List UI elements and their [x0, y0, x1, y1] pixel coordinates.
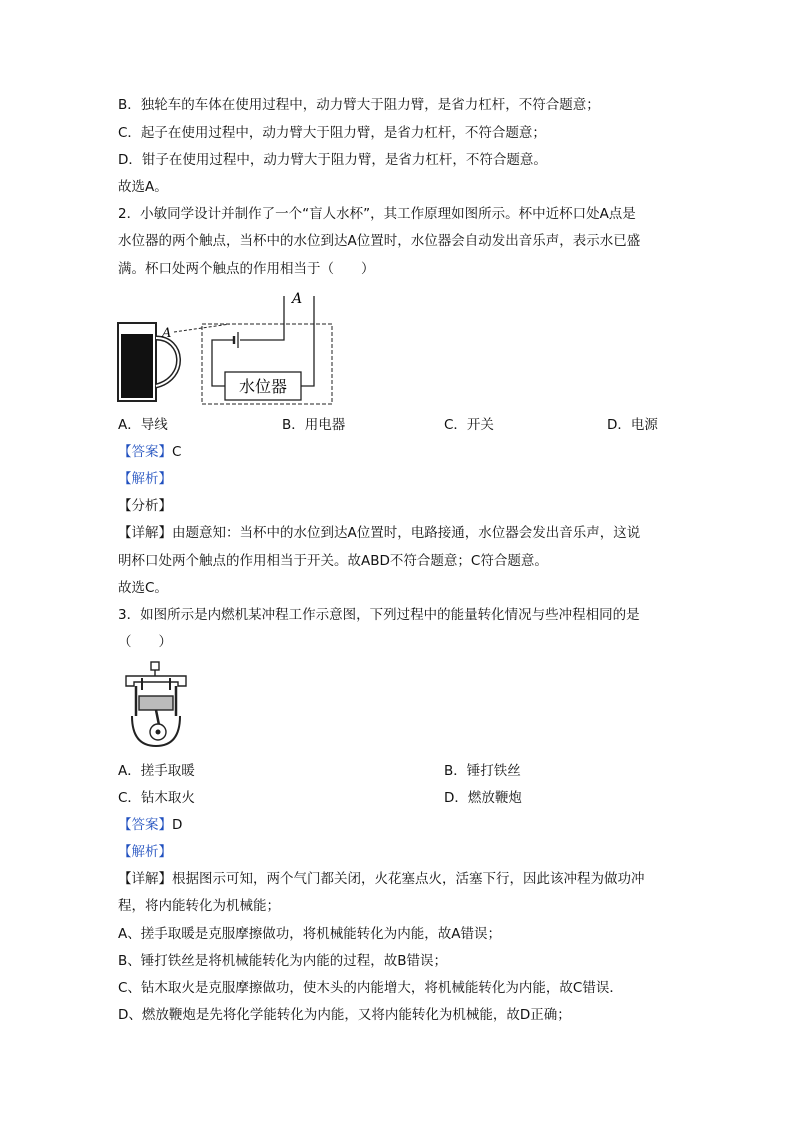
prev-conclusion: 故选A。 [118, 179, 168, 195]
detail-tag: 【详解】 [118, 871, 172, 887]
q3-option-d: D．燃放鞭炮 [444, 790, 522, 806]
answer-tag: 【答案】 [118, 444, 172, 460]
q2-option-c: C．开关 [444, 417, 494, 433]
cylinder-head [126, 676, 186, 686]
q3-answer [118, 816, 182, 834]
q2-conclusion: 故选C。 [118, 580, 168, 596]
cup-point-label: A [162, 326, 172, 341]
detail-tag: 【详解】 [118, 525, 172, 541]
q3-explain-b: B、锤打铁丝是将机械能转化为内能的过程，故B错误； [118, 953, 448, 969]
cup-water [121, 334, 153, 398]
q3-explain-c: C、钻木取火是克服摩擦做功，使木头的内能增大，将机械能转化为内能，故C错误． [118, 980, 623, 996]
q3-engine-figure [118, 660, 194, 750]
q3-stem-line-1: 3．如图所示是内燃机某冲程工作示意图，下列过程中的能量转化情况与些冲程相同的是 [118, 607, 640, 623]
prev-option-d: D．钳子在使用过程中，动力臂大于阻力臂，是省力杠杆，不符合题意。 [118, 152, 547, 168]
q2-answer [118, 443, 181, 461]
circuit-wire-right [301, 296, 314, 386]
water-level-device-label: 水位器 [238, 377, 288, 396]
prev-option-b: B．独轮车的车体在使用过程中，动力臂大于阻力臂，是省力杠杆，不符合题意； [118, 97, 600, 113]
answer-value: C [172, 444, 182, 460]
q3-option-b: B．锤打铁丝 [444, 763, 521, 779]
q2-fenxi-tag: 【分析】 [118, 498, 172, 514]
q3-explain-a: A、搓手取暖是克服摩擦做功，将机械能转化为内能，故A错误； [118, 926, 501, 942]
q3-stem-line-2: （ ） [118, 634, 172, 650]
q2-option-b: B．用电器 [282, 417, 346, 433]
detail-text: 由题意知：当杯中的水位到达A位置时，电路接通，水位器会发出音乐声，这说 [172, 525, 641, 541]
cup-handle [156, 338, 179, 386]
q2-detail-line-1 [118, 524, 640, 542]
answer-tag: 【答案】 [118, 817, 172, 833]
q3-option-c: C．钻木取火 [118, 790, 195, 806]
contact-point-label: A [292, 291, 303, 307]
q2-stem-line-3: 满。杯口处两个触点的作用相当于（ ） [118, 261, 375, 277]
spark-plug [151, 662, 159, 670]
q2-detail-line-2: 明杯口处两个触点的作用相当于开关。故ABD不符合题意；C符合题意。 [118, 553, 548, 569]
circuit-wire-left [240, 296, 284, 340]
prev-option-c: C．起子在使用过程中，动力臂大于阻力臂，是省力杠杆，不符合题意； [118, 125, 546, 141]
q2-stem-line-1: 2．小敏同学设计并制作了一个“盲人水杯”，其工作原理如图所示。杯中近杯口处A点是 [118, 206, 636, 222]
detail-text: 根据图示可知，两个气门都关闭，火花塞点火，活塞下行，因此该冲程为做功冲 [172, 871, 645, 887]
answer-value: D [172, 817, 183, 833]
piston [139, 696, 173, 710]
q3-option-a: A．搓手取暖 [118, 763, 195, 779]
q3-explain-d: D、燃放鞭炮是先将化学能转化为内能，又将内能转化为机械能，故D正确； [118, 1007, 571, 1023]
q2-option-d: D．电源 [607, 417, 658, 433]
q3-detail-line-1 [118, 870, 645, 888]
q3-analysis-tag: 【解析】 [118, 844, 172, 860]
q2-cup-circuit-figure [112, 286, 337, 410]
q3-detail-line-2: 程，将内能转化为机械能； [118, 898, 280, 914]
q2-analysis-tag: 【解析】 [118, 471, 172, 487]
q2-stem-line-2: 水位器的两个触点，当杯中的水位到达A位置时，水位器会自动发出音乐声，表示水已盛 [118, 233, 641, 249]
q2-option-a: A．导线 [118, 417, 168, 433]
